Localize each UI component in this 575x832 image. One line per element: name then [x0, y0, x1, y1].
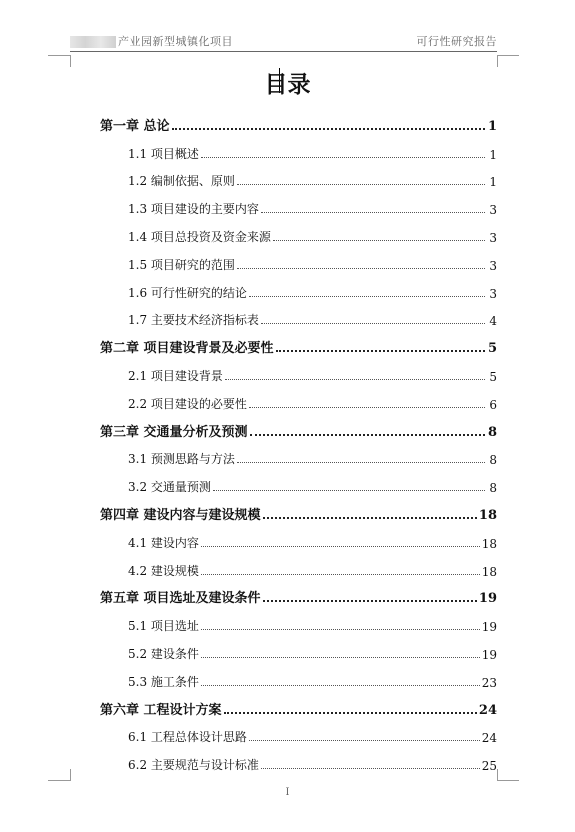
toc-entry-label: 3.2 交通量预测: [128, 480, 211, 495]
toc-entry-label: 第五章 项目选址及建设条件: [100, 591, 261, 607]
toc-entry-label: 5.2 建设条件: [128, 646, 199, 661]
toc-entry-page: 8: [489, 453, 497, 468]
toc-entry-page: 3: [489, 230, 497, 245]
toc-entry-label: 第二章 项目建设背景及必要性: [100, 341, 274, 357]
toc-chapter-entry[interactable]: [100, 690, 497, 718]
toc-entry-page: 8: [487, 424, 497, 440]
toc-entry-label: 5.1 项目选址: [128, 619, 199, 634]
header-left: [70, 33, 233, 49]
toc-section-entry[interactable]: [100, 134, 497, 162]
toc-leader-dots: [213, 489, 485, 491]
toc-section-entry[interactable]: [100, 606, 497, 634]
toc-entry-page: 6: [489, 397, 497, 412]
toc-leader-dots: [263, 599, 477, 602]
toc-entry-page: 4: [489, 314, 497, 329]
toc-section-entry[interactable]: [100, 718, 497, 746]
toc-entry-label: 第四章 建设内容与建设规模: [100, 507, 261, 523]
page-title: 目录: [264, 72, 311, 98]
toc-leader-dots: [225, 378, 485, 380]
toc-leader-dots: [249, 295, 485, 297]
toc-chapter-entry[interactable]: [100, 495, 497, 523]
toc-entry-label: 第六章 工程设计方案: [100, 702, 222, 718]
crop-mark-top-right-h: [497, 55, 519, 56]
toc-section-entry[interactable]: [100, 634, 497, 662]
crop-mark-bottom-left-h: [48, 780, 70, 781]
toc-entry-page: 8: [489, 481, 497, 496]
toc-entry-label: 1.2 编制依据、原则: [128, 174, 235, 189]
table-of-contents: [100, 106, 497, 773]
toc-section-entry[interactable]: [100, 273, 497, 301]
toc-entry-page: 19: [481, 620, 497, 635]
toc-entry-page: 5: [489, 369, 497, 384]
toc-entry-page: 24: [481, 731, 497, 746]
toc-leader-dots: [261, 322, 485, 324]
toc-entry-label: 第三章 交通量分析及预测: [100, 424, 248, 440]
toc-leader-dots: [201, 684, 480, 686]
toc-section-entry[interactable]: [100, 551, 497, 579]
toc-entry-page: 19: [481, 647, 497, 662]
toc-leader-dots: [201, 156, 485, 158]
toc-entry-label: 3.1 预测思路与方法: [128, 452, 235, 467]
toc-entry-label: 2.1 项目建设背景: [128, 368, 223, 383]
toc-entry-label: 6.1 工程总体设计思路: [128, 730, 247, 745]
toc-section-entry[interactable]: [100, 523, 497, 551]
toc-entry-label: 1.7 主要技术经济指标表: [128, 313, 259, 328]
toc-section-entry[interactable]: [100, 440, 497, 468]
toc-leader-dots: [172, 127, 485, 130]
toc-leader-dots: [263, 516, 477, 519]
toc-section-entry[interactable]: [100, 217, 497, 245]
toc-section-entry[interactable]: [100, 245, 497, 273]
toc-leader-dots: [276, 349, 485, 352]
toc-entry-page: 18: [481, 564, 497, 579]
toc-entry-label: 1.6 可行性研究的结论: [128, 285, 247, 300]
toc-chapter-entry[interactable]: [100, 328, 497, 356]
toc-entry-label: 1.3 项目建设的主要内容: [128, 202, 259, 217]
toc-entry-page: 1: [487, 118, 497, 134]
toc-entry-label: 6.2 主要规范与设计标准: [128, 758, 259, 773]
toc-entry-label: 5.3 施工条件: [128, 674, 199, 689]
toc-entry-page: 3: [489, 203, 497, 218]
toc-section-entry[interactable]: [100, 745, 497, 773]
toc-leader-dots: [249, 406, 485, 408]
toc-entry-page: 25: [481, 759, 497, 774]
header-right-text: 可行性研究报告: [416, 35, 497, 48]
toc-leader-dots: [261, 211, 485, 213]
toc-entry-page: 1: [489, 175, 497, 190]
toc-leader-dots: [237, 183, 485, 185]
crop-mark-top-left-h: [48, 55, 70, 56]
toc-entry-page: 1: [489, 147, 497, 162]
toc-section-entry[interactable]: [100, 356, 497, 384]
toc-leader-dots: [250, 433, 485, 436]
toc-entry-label: 第一章 总论: [100, 118, 170, 134]
toc-entry-page: 24: [478, 702, 497, 718]
redacted-block: [70, 36, 116, 48]
toc-leader-dots: [261, 767, 480, 769]
toc-entry-page: 3: [489, 258, 497, 273]
toc-section-entry[interactable]: [100, 189, 497, 217]
toc-entry-label: 1.5 项目研究的范围: [128, 257, 235, 272]
toc-chapter-entry[interactable]: [100, 106, 497, 134]
toc-leader-dots: [201, 656, 480, 658]
toc-entry-page: 3: [489, 286, 497, 301]
toc-leader-dots: [201, 545, 480, 547]
toc-entry-label: 4.2 建设规模: [128, 563, 199, 578]
crop-mark-bottom-left-v: [70, 769, 71, 781]
toc-entry-page: 19: [478, 591, 497, 607]
toc-leader-dots: [201, 573, 480, 575]
toc-entry-label: 2.2 项目建设的必要性: [128, 396, 247, 411]
crop-mark-bottom-right-v: [497, 769, 498, 781]
toc-section-entry[interactable]: [100, 301, 497, 329]
toc-leader-dots: [201, 628, 480, 630]
toc-leader-dots: [237, 461, 485, 463]
header-left-text: 产业园新型城镇化项目: [118, 35, 233, 48]
toc-entry-page: 5: [487, 341, 497, 357]
page-number: I: [285, 787, 290, 798]
toc-section-entry[interactable]: [100, 662, 497, 690]
toc-section-entry[interactable]: [100, 467, 497, 495]
toc-leader-dots: [237, 267, 485, 269]
toc-entry-label: 4.1 建设内容: [128, 535, 199, 550]
toc-entry-page: 18: [478, 507, 497, 523]
toc-entry-page: 23: [481, 675, 497, 690]
toc-leader-dots: [273, 239, 485, 241]
toc-entry-label: 1.4 项目总投资及资金来源: [128, 229, 271, 244]
toc-entry-label: 1.1 项目概述: [128, 146, 199, 161]
toc-entry-page: 18: [481, 536, 497, 551]
toc-chapter-entry[interactable]: [100, 412, 497, 440]
toc-section-entry[interactable]: [100, 384, 497, 412]
header-divider: [70, 51, 497, 52]
crop-mark-bottom-right-h: [497, 780, 519, 781]
toc-leader-dots: [224, 711, 477, 714]
toc-section-entry[interactable]: [100, 162, 497, 190]
toc-chapter-entry[interactable]: [100, 579, 497, 607]
toc-leader-dots: [249, 739, 480, 741]
